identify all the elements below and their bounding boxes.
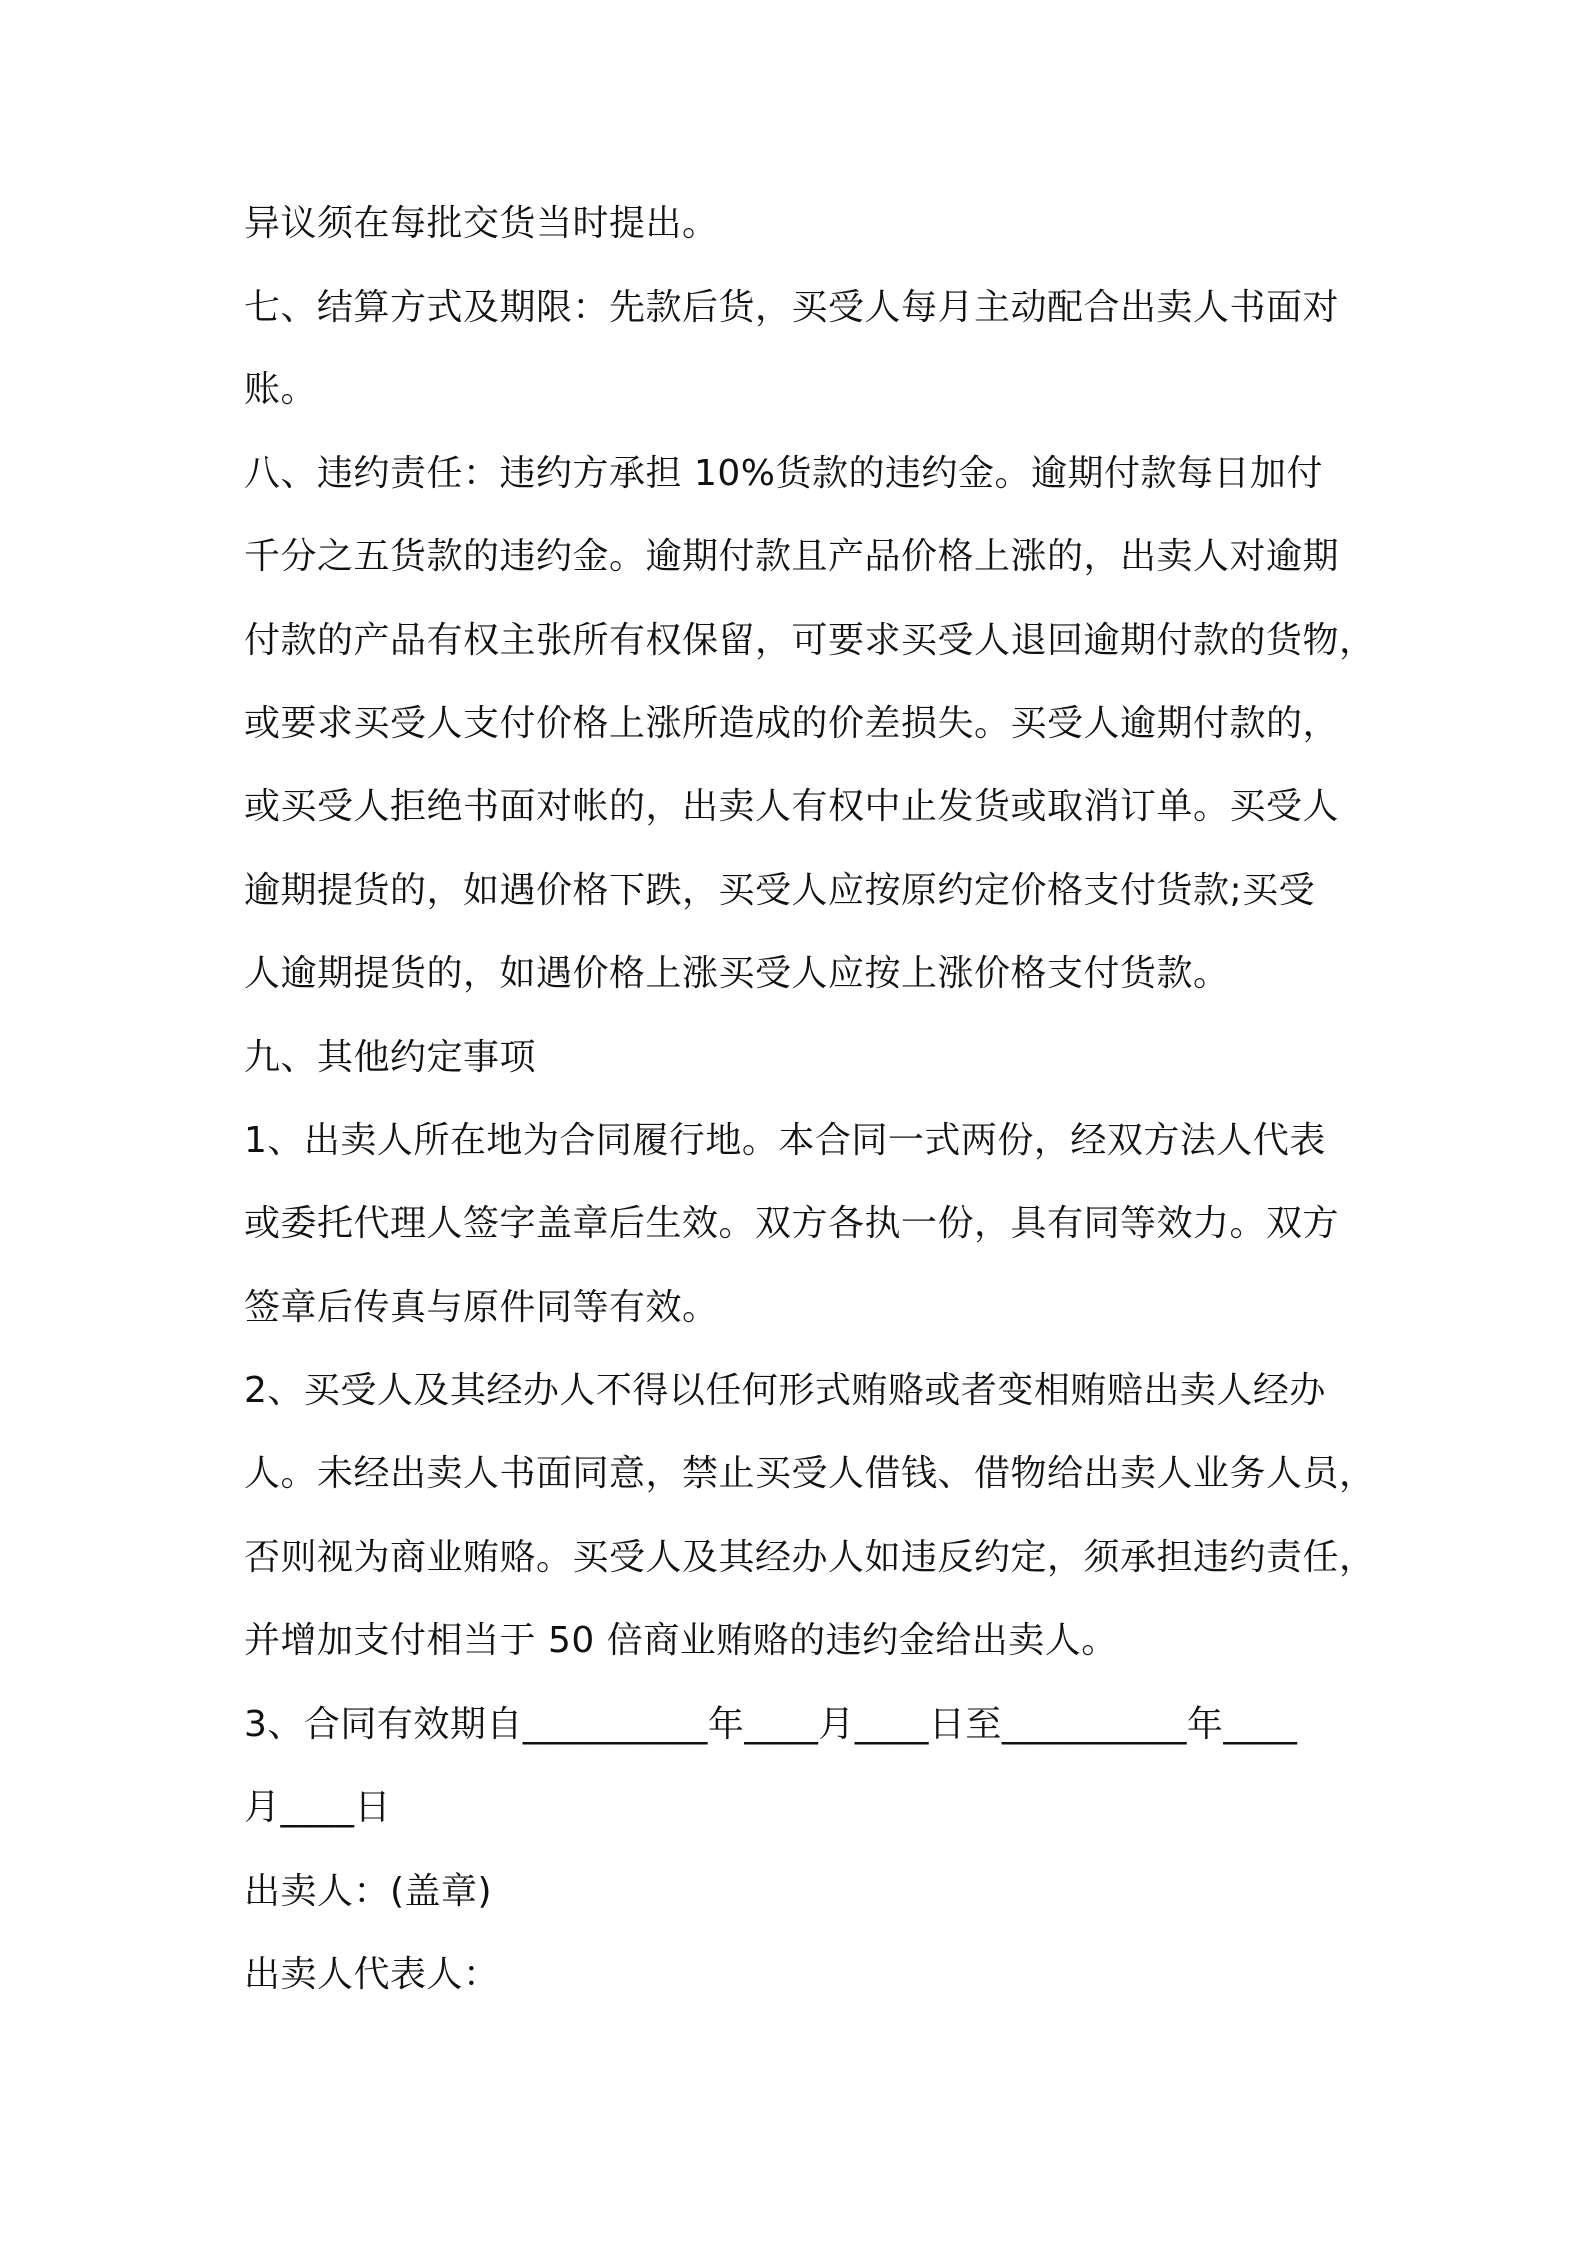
text-line-clause2-4: 并增加支付相当于 50 倍商业贿赂的违约金给出卖人。 xyxy=(244,1620,1118,1661)
text-line-validity-period-1: 3、合同有效期自__________年____月____日至__________年____ xyxy=(244,1704,1298,1745)
text-line-liability-3: 付款的产品有权主张所有权保留，可要求买受人退回逾期付款的货物， xyxy=(244,620,1376,661)
seller-representative-label: 出卖人代表人： xyxy=(244,1954,500,1995)
text-line-liability-6: 逾期提货的，如遇价格下跌，买受人应按原约定价格支付货款;买受 xyxy=(244,870,1316,911)
text-line-delivery-objection: 异议须在每批交货当时提出。 xyxy=(244,203,719,244)
seller-seal-label: 出卖人：(盖章) xyxy=(244,1871,493,1912)
text-line-liability-4: 或要求买受人支付价格上涨所造成的价差损失。买受人逾期付款的， xyxy=(244,703,1340,744)
text-line-clause2-1: 2、买受人及其经办人不得以任何形式贿赂或者变相贿赔出卖人经办 xyxy=(244,1370,1326,1411)
text-line-validity-period-2: 月____日 xyxy=(244,1787,392,1828)
text-line-liability-1: 八、违约责任：违约方承担 10%货款的违约金。逾期付款每日加付 xyxy=(244,453,1323,494)
text-line-liability-7: 人逾期提货的，如遇价格上涨买受人应按上涨价格支付货款。 xyxy=(244,953,1230,994)
text-line-liability-5: 或买受人拒绝书面对帐的，出卖人有权中止发货或取消订单。买受人 xyxy=(244,786,1340,827)
text-line-clause1-3: 签章后传真与原件同等有效。 xyxy=(244,1287,719,1328)
section-heading-other-matters: 九、其他约定事项 xyxy=(244,1037,537,1078)
text-line-liability-2: 千分之五货款的违约金。逾期付款且产品价格上涨的，出卖人对逾期 xyxy=(244,536,1340,577)
text-line-clause2-3: 否则视为商业贿赂。买受人及其经办人如违反约定，须承担违约责任， xyxy=(244,1537,1376,1578)
text-line-clause1-2: 或委托代理人签字盖章后生效。双方各执一份，具有同等效力。双方 xyxy=(244,1203,1340,1244)
text-line-clause2-2: 人。未经出卖人书面同意，禁止买受人借钱、借物给出卖人业务人员， xyxy=(244,1453,1376,1494)
text-line-clause1-1: 1、出卖人所在地为合同履行地。本合同一式两份，经双方法人代表 xyxy=(244,1120,1326,1161)
text-line-settlement-2: 账。 xyxy=(244,369,318,410)
text-line-settlement-1: 七、结算方式及期限：先款后货，买受人每月主动配合出卖人书面对 xyxy=(244,287,1340,328)
